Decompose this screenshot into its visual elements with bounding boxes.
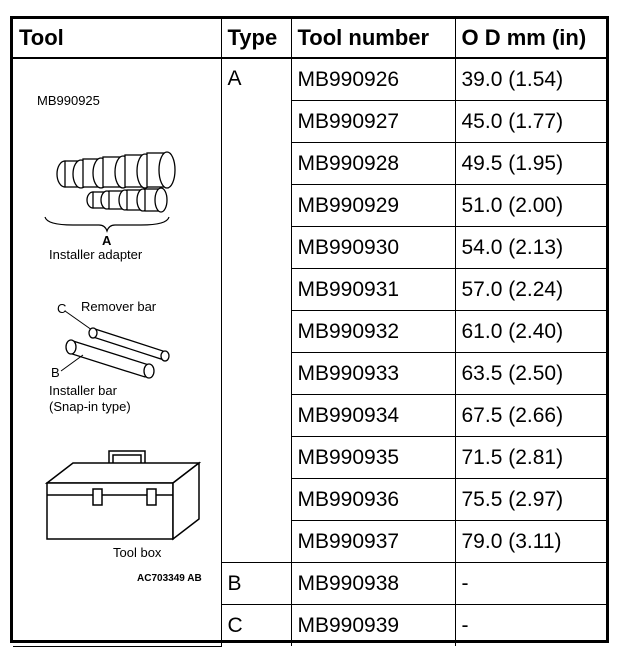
tool-number-cell: MB990930 [291, 227, 455, 269]
tool-illustration [13, 59, 218, 559]
od-cell: 49.5 (1.95) [455, 143, 606, 185]
tool-box-icon [47, 451, 199, 539]
label-b: B [51, 365, 60, 380]
header-od: O D mm (in) [455, 19, 606, 58]
od-cell: 57.0 (2.24) [455, 269, 606, 311]
tool-number-cell: MB990931 [291, 269, 455, 311]
tool-number-cell: MB990926 [291, 58, 455, 101]
od-cell: - [455, 605, 606, 647]
tool-number-cell: MB990935 [291, 437, 455, 479]
header-tool: Tool [13, 19, 221, 58]
tool-number-cell: MB990929 [291, 185, 455, 227]
tool-number-cell: MB990932 [291, 311, 455, 353]
tool-number-cell: MB990936 [291, 479, 455, 521]
header-tool-number: Tool number [291, 19, 455, 58]
table-row [13, 58, 606, 101]
type-a-cell: A [221, 58, 291, 563]
label-a: A [102, 233, 112, 248]
installer-bar-leader [61, 355, 83, 371]
od-cell: 51.0 (2.00) [455, 185, 606, 227]
figure-code-label: AC703349 AB [137, 573, 202, 584]
od-cell: 54.0 (2.13) [455, 227, 606, 269]
od-cell: 67.5 (2.66) [455, 395, 606, 437]
installer-adapter-label: Installer adapter [49, 247, 143, 262]
od-cell: 39.0 (1.54) [455, 58, 606, 101]
figure-code-area [13, 559, 218, 589]
od-cell: 61.0 (2.40) [455, 311, 606, 353]
tool-illustration-cell [13, 58, 221, 646]
installer-adapter-illustration [57, 152, 175, 212]
tool-number-cell: MB990938 [291, 563, 455, 605]
od-cell: 75.5 (2.97) [455, 479, 606, 521]
remover-bar-label: Remover bar [81, 299, 157, 314]
tool-box-label: Tool box [113, 545, 162, 559]
snap-in-type-label: (Snap-in type) [49, 399, 131, 414]
tool-number-cell: MB990937 [291, 521, 455, 563]
od-cell: 71.5 (2.81) [455, 437, 606, 479]
label-c: C [57, 301, 67, 316]
type-c-cell: C [221, 605, 291, 647]
tool-table-frame [10, 16, 609, 643]
tool-table [13, 19, 606, 647]
od-cell: 63.5 (2.50) [455, 353, 606, 395]
type-b-cell: B [221, 563, 291, 605]
installer-bar-label: Installer bar [49, 383, 117, 398]
od-cell: 45.0 (1.77) [455, 101, 606, 143]
od-cell: - [455, 563, 606, 605]
tool-number-cell: MB990928 [291, 143, 455, 185]
tool-number-cell: MB990933 [291, 353, 455, 395]
od-cell: 79.0 (3.11) [455, 521, 606, 563]
tool-number-cell: MB990939 [291, 605, 455, 647]
brace-line [45, 217, 169, 231]
tool-number-cell: MB990934 [291, 395, 455, 437]
header-type: Type [221, 19, 291, 58]
part-number-label: MB990925 [37, 93, 100, 108]
tool-number-cell: MB990927 [291, 101, 455, 143]
header-row [13, 19, 606, 58]
